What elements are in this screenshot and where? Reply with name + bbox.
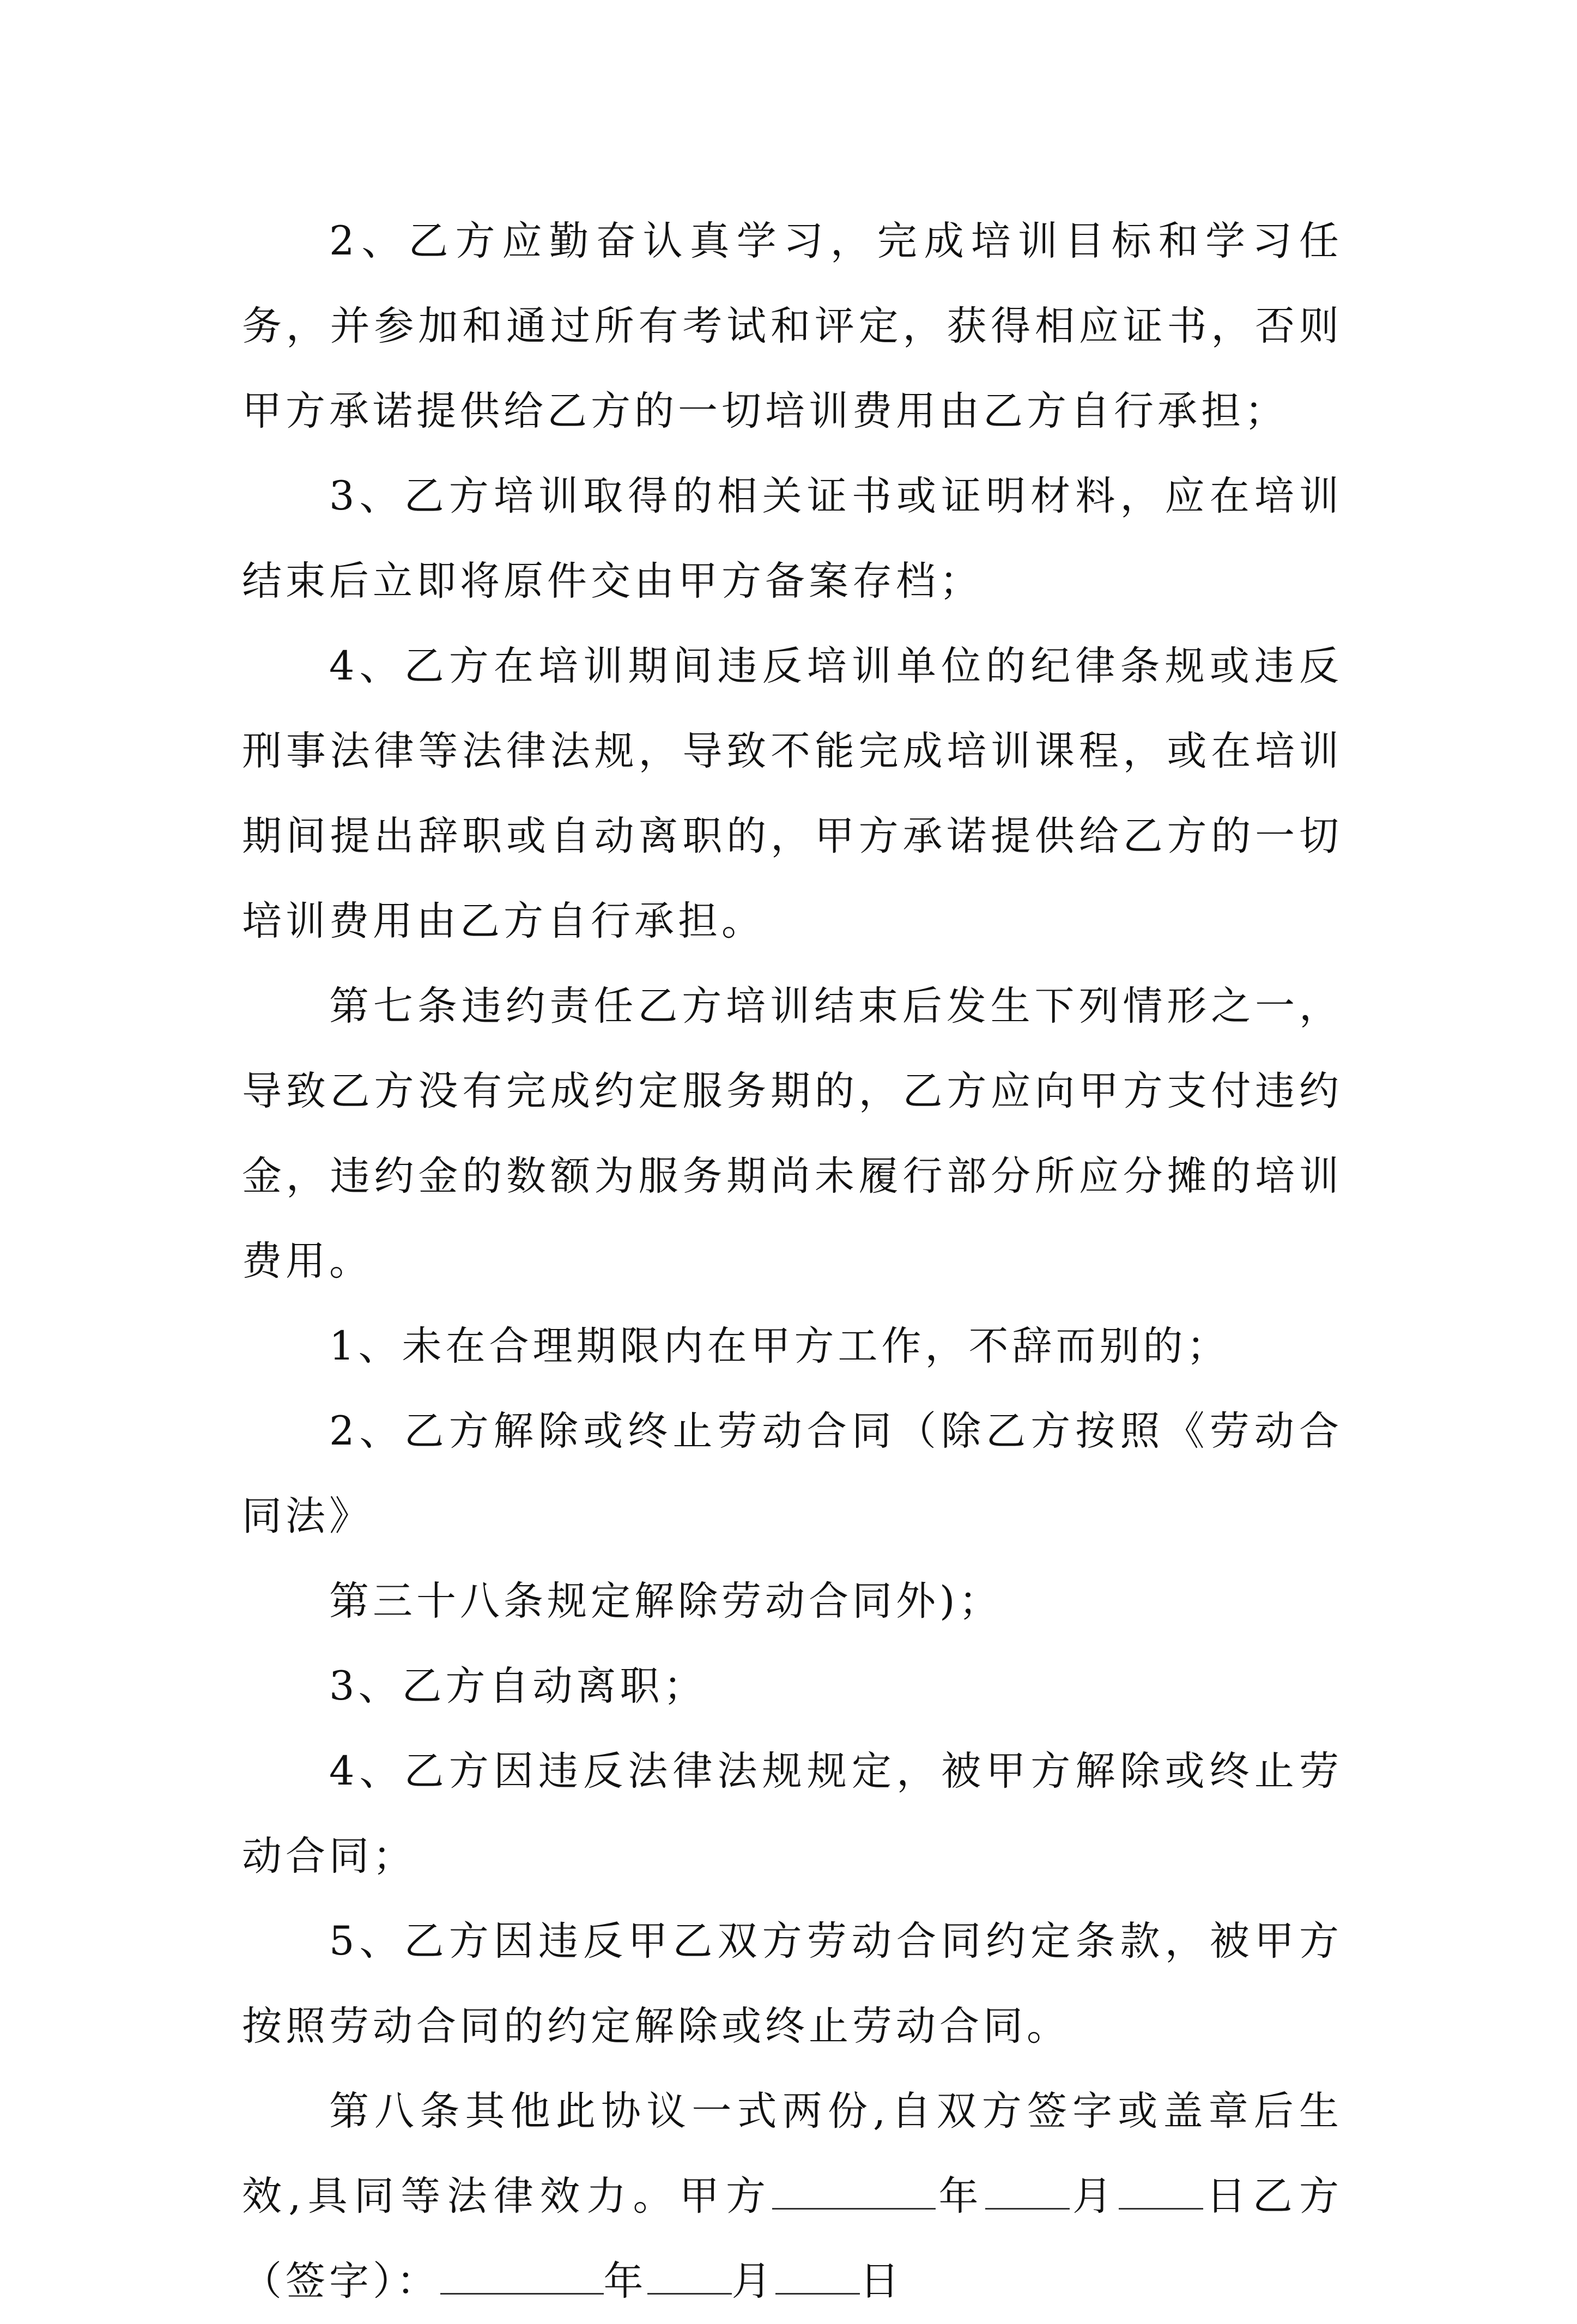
document-body [242, 199, 1343, 2324]
article-8-text: 第八条其他此协议一式两份,自双方签字或盖章后生效,具同等法律效力。甲方 [242, 2088, 1343, 2219]
party-a-date-blank-month [985, 2175, 1070, 2210]
clause-item-3-certificates: 3、乙方培训取得的相关证书或证明材料，应在培训结束后立即将原件交由甲方备案存档； [242, 473, 1343, 604]
liability-item-4: 4、乙方因违反法律法规规定，被甲方解除或终止劳动合同； [242, 1748, 1343, 1879]
party-b-date-blank-day [775, 2260, 860, 2295]
party-a-date-blank-year [772, 2175, 936, 2210]
party-a-date-blank-day [1119, 2175, 1203, 2210]
liability-item-1: 1、未在合理期限内在甲方工作，不辞而别的； [329, 1323, 1230, 1369]
year-label: 年 [936, 2173, 985, 2219]
article-7-liability: 第七条违约责任乙方培训结束后发生下列情形之一，导致乙方没有完成约定服务期的，乙方应向甲方支付违约金，违约金的数额为服务期尚未履行部分所应分摊的培训费用。 [242, 983, 1343, 1284]
party-b-date-blank-month [647, 2260, 732, 2295]
month-label: 月 [1069, 2173, 1119, 2219]
day-label-2: 日 [859, 2258, 903, 2304]
liability-item-2-continued: 第三十八条规定解除劳动合同外)； [329, 1578, 1003, 1624]
month-label-2: 月 [731, 2258, 775, 2304]
clause-item-4-violation: 4、乙方在培训期间违反培训单位的纪律条规或违反刑事法律等法律法规，导致不能完成培训课程，或在培训期间提出辞职或自动离职的，甲方承诺提供给乙方的一切培训费用由乙方自行承担。 [242, 643, 1343, 944]
liability-item-3: 3、乙方自动离职； [329, 1663, 707, 1709]
liability-item-2: 2、乙方解除或终止劳动合同（除乙方按照《劳动合同法》 [242, 1408, 1343, 1539]
article-8-signature [242, 2069, 1343, 2324]
year-label-2: 年 [603, 2258, 647, 2304]
party-b-date-blank-year [440, 2260, 604, 2295]
clause-item-2-study: 2、乙方应勤奋认真学习，完成培训目标和学习任务，并参加和通过所有考试和评定，获得相应证书，否则甲方承诺提供给乙方的一切培训费用由乙方自行承担； [242, 218, 1343, 434]
liability-item-5: 5、乙方因违反甲乙双方劳动合同约定条款，被甲方按照劳动合同的约定解除或终止劳动合同。 [242, 1918, 1343, 2049]
party-b-label: 日乙方（签字）： [242, 2173, 1343, 2304]
